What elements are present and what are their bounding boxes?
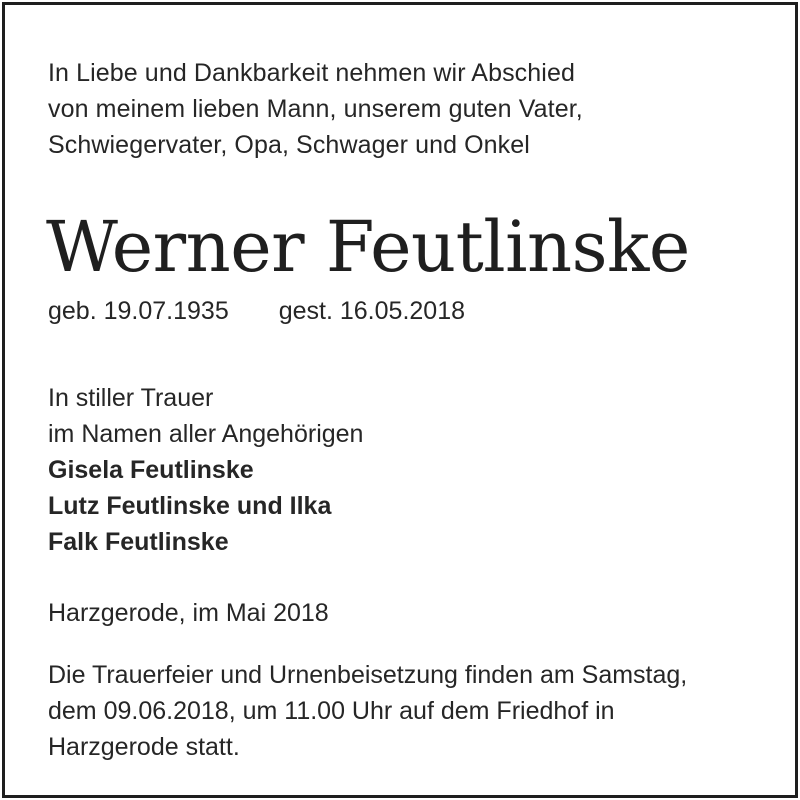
birth-date: geb. 19.07.1935 <box>48 297 229 325</box>
family-phrase: im Namen aller Angehörigen <box>48 420 364 448</box>
mourners-block <box>48 380 363 560</box>
place-date: Harzgerode, im Mai 2018 <box>48 599 329 627</box>
intro-line: In Liebe und Dankbarkeit nehmen wir Abschied <box>48 59 575 87</box>
funeral-line: dem 09.06.2018, um 11.00 Uhr auf dem Friedhof in <box>48 697 615 725</box>
mourner-name: Falk Feutlinske <box>48 528 229 556</box>
funeral-line: Die Trauerfeier und Urnenbeisetzung finden am Samstag, <box>48 661 688 689</box>
death-date: gest. 16.05.2018 <box>278 297 466 325</box>
intro-line: von meinem lieben Mann, unserem guten Vater, <box>48 95 583 123</box>
funeral-line: Harzgerode statt. <box>48 733 240 761</box>
life-dates <box>48 293 465 329</box>
mourner-name: Gisela Feutlinske <box>48 456 254 484</box>
intro-text <box>48 55 583 163</box>
mourner-name: Lutz Feutlinske und Ilka <box>48 492 332 520</box>
intro-line: Schwiegervater, Opa, Schwager und Onkel <box>48 131 530 159</box>
funeral-info <box>48 657 687 765</box>
mourning-phrase: In stiller Trauer <box>48 384 214 412</box>
obituary-notice <box>2 2 798 798</box>
deceased-name: Werner Feutlinske <box>46 206 690 288</box>
